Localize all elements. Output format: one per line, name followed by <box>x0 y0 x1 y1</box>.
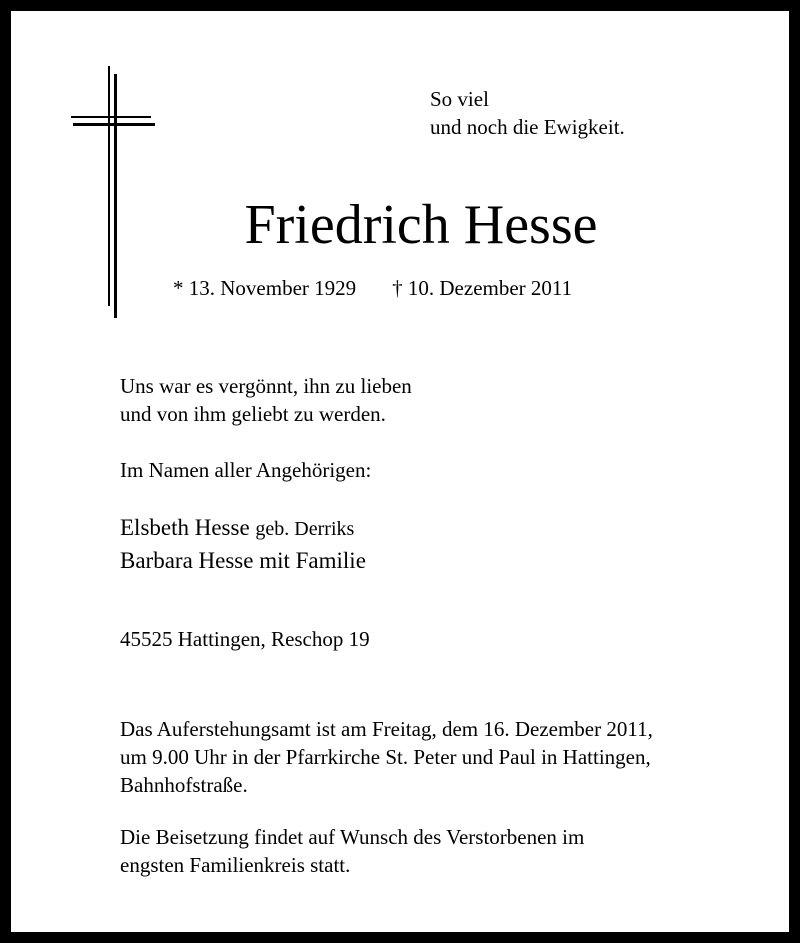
service-line-2: um 9.00 Uhr in der Pfarrkirche St. Peter und Paul in Hattingen, <box>120 745 651 769</box>
mourners-names <box>120 512 366 576</box>
quote <box>120 372 412 428</box>
mourners-intro: Im Namen aller Angehörigen: <box>120 458 372 482</box>
mourner-2: Barbara Hesse mit Familie <box>120 548 366 573</box>
motto <box>430 85 625 141</box>
birth-date: * 13. November 1929 <box>173 276 357 300</box>
burial-line-2: engsten Familienkreis statt. <box>120 853 351 877</box>
death-date: † 10. Dezember 2011 <box>392 276 573 300</box>
deceased-name: Friedrich Hesse <box>244 194 598 256</box>
motto-line-1: So viel <box>430 87 489 111</box>
service-line-3: Bahnhofstraße. <box>120 773 248 797</box>
address: 45525 Hattingen, Reschop 19 <box>120 627 370 651</box>
quote-line-1: Uns war es vergönnt, ihn zu lieben <box>120 374 412 398</box>
motto-line-2: und noch die Ewigkeit. <box>430 115 625 139</box>
life-dates <box>173 274 572 302</box>
burial-line-1: Die Beisetzung findet auf Wunsch des Verstorbenen im <box>120 825 585 849</box>
mourner-1 <box>120 512 366 545</box>
service-info <box>120 715 653 799</box>
mourner-1-name: Elsbeth Hesse <box>120 515 250 540</box>
quote-line-2: und von ihm geliebt zu werden. <box>120 402 386 426</box>
service-line-1: Das Auferstehungsamt ist am Freitag, dem 16. Dezember 2011, <box>120 717 653 741</box>
mourner-1-note: geb. Derriks <box>255 518 355 540</box>
burial-info <box>120 823 584 879</box>
